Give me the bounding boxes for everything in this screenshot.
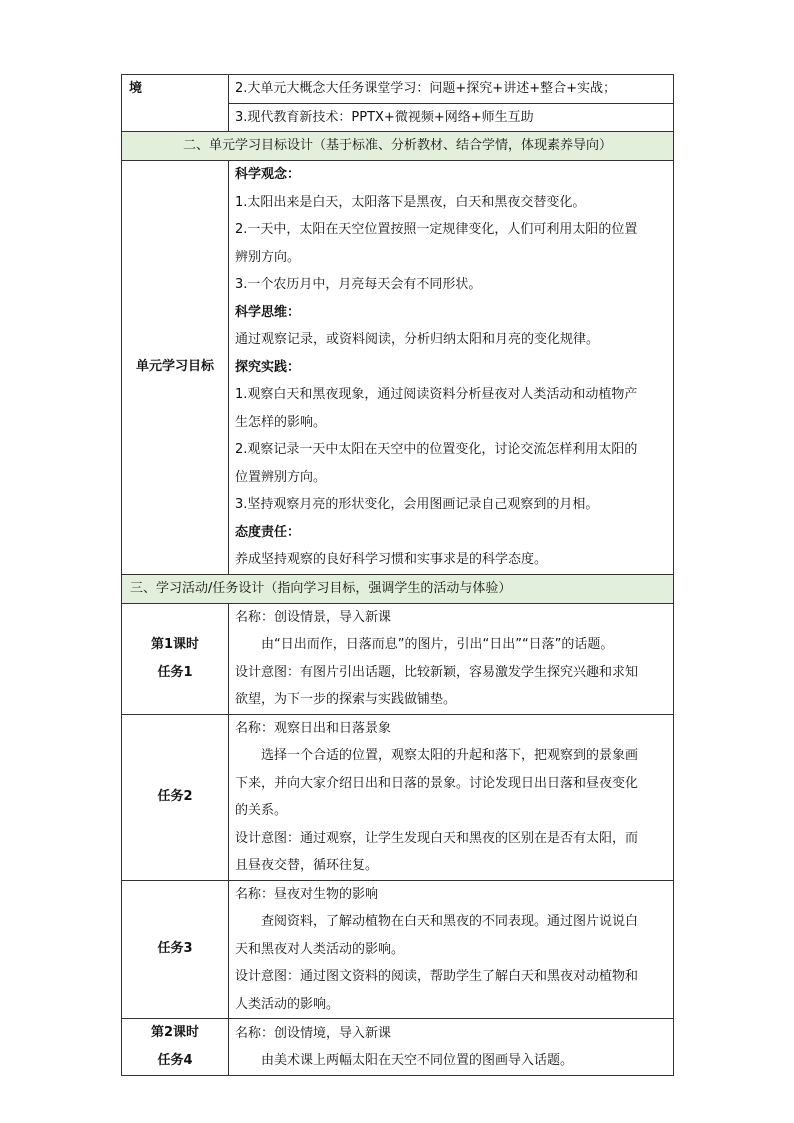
env-content: [229, 75, 674, 132]
lesson-plan-table: [121, 74, 674, 1076]
goal-line: 2.一天中，太阳在天空位置按照一定规律变化，人们可利用太阳的位置: [235, 222, 638, 237]
task-label-cell: [122, 1019, 229, 1076]
section2-header-row: [122, 132, 674, 161]
goal-line: 位置辨别方向。: [235, 469, 327, 485]
goal-line: 养成坚持观察的良好科学习惯和实事求是的科学态度。: [235, 552, 548, 567]
task-name: 名称：创设情境，导入新课: [235, 1025, 392, 1041]
task-label: 任务1: [157, 664, 193, 680]
task-content: [229, 880, 674, 1019]
lesson-label: 第2课时: [150, 1025, 200, 1040]
task-label: 任务3: [122, 880, 229, 1019]
goal-heading: 科学思维：: [235, 304, 301, 320]
task-line: 天和黑夜对人类活动的影响。: [235, 941, 405, 957]
unit-goals-row: [122, 161, 674, 575]
task-content: [229, 1019, 674, 1076]
task-name: 名称：创设情景，导入新课: [235, 609, 392, 625]
task-row: [122, 714, 674, 880]
task-line: 设计意图：通过图文资料的阅读，帮助学生了解白天和黑夜对动植物和: [235, 969, 639, 984]
task-row: [122, 1019, 674, 1076]
goal-heading: 科学观念：: [235, 167, 301, 182]
task-label: 任务4: [157, 1053, 193, 1068]
section3-header-row: [122, 574, 674, 603]
task-content: [229, 603, 674, 714]
task-line: 人类活动的影响。: [235, 996, 340, 1012]
task-content: [229, 714, 674, 880]
task-line: 由美术课上两幅太阳在天空不同位置的图画导入话题。: [261, 1053, 574, 1068]
task-line: 的关系。: [235, 803, 288, 818]
task-line: 由“日出而作，日落而息”的图片，引出“日出”“日落”的话题。: [261, 637, 614, 652]
unit-goals-label: 单元学习目标: [122, 161, 229, 575]
goal-heading: 探究实践：: [235, 359, 301, 375]
goal-line: 通过观察记录，或资料阅读，分析归纳太阳和月亮的变化规律。: [235, 332, 600, 347]
env-label: 境: [122, 75, 229, 132]
goal-line: 1.观察白天和黑夜现象，通过阅读资料分析昼夜对人类活动和动植物产: [235, 387, 638, 402]
task-name: 名称：昼夜对生物的影响: [235, 886, 379, 902]
task-label: 任务2: [122, 714, 229, 880]
goal-line: 3.坚持观察月亮的形状变化，会用图画记录自己观察到的月相。: [235, 497, 599, 512]
goal-line: 2.观察记录一天中太阳在天空中的位置变化，讨论交流怎样利用太阳的: [235, 442, 638, 457]
env-line: 3.现代教育新技术：PPTX+微视频+网络+师生互助: [229, 103, 673, 132]
goal-line: 辨别方向。: [235, 249, 301, 265]
task-line: 欲望，为下一步的探索与实践做铺垫。: [235, 692, 457, 707]
goal-line: 生怎样的影响。: [235, 414, 327, 430]
task-row: [122, 880, 674, 1019]
task-line: 设计意图：通过观察，让学生发现白天和黑夜的区别在是否有太阳，而: [235, 830, 639, 846]
task-line: 选择一个合适的位置，观察太阳的升起和落下，把观察到的景象画: [261, 748, 639, 763]
task-line: 下来，并向大家介绍日出和日落的景象。讨论发现日出日落和昼夜变化: [235, 775, 639, 791]
env-line: 2.大单元大概念大任务课堂学习：问题+探究+讲述+整合+实战；: [235, 81, 616, 96]
section3-header: 三、学习活动/任务设计（指向学习目标，强调学生的活动与体验）: [122, 574, 674, 603]
task-label-cell: [122, 603, 229, 714]
lesson-label: 第1课时: [150, 636, 200, 652]
goal-heading: 态度责任：: [235, 524, 301, 540]
task-line: 且昼夜交替，循环往复。: [235, 858, 379, 873]
task-line: 查阅资料，了解动植物在白天和黑夜的不同表现。通过图片说说白: [261, 914, 639, 929]
env-row: [122, 75, 674, 132]
unit-goals-content: [229, 161, 674, 575]
section2-header: 二、单元学习目标设计（基于标准、分析教材、结合学情，体现素养导向）: [122, 132, 674, 161]
task-name: 名称：观察日出和日落景象: [235, 720, 392, 736]
goal-line: 3.一个农历月中，月亮每天会有不同形状。: [235, 277, 482, 292]
lesson-plan-page: [121, 74, 673, 1076]
task-line: 设计意图：有图片引出话题，比较新颖，容易激发学生探究兴趣和求知: [235, 664, 639, 680]
task-row: [122, 603, 674, 714]
goal-line: 1.太阳出来是白天，太阳落下是黑夜，白天和黑夜交替变化。: [235, 194, 586, 210]
